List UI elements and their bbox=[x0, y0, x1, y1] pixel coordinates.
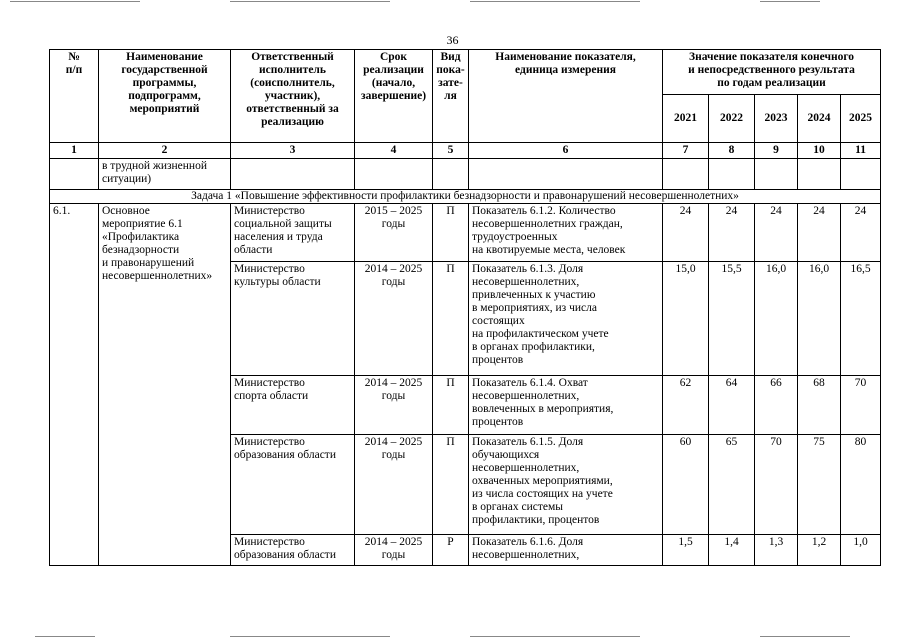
column-number: 4 bbox=[355, 143, 433, 159]
table-cell bbox=[231, 159, 355, 190]
row-executor: Министерство образования области bbox=[231, 435, 355, 535]
header-type: Вид пока- зате- ля bbox=[433, 50, 469, 143]
task-row bbox=[50, 190, 881, 204]
row-indicator: Показатель 6.1.3. Доля несовершеннолетних, привлеченных к участию в мероприятиях, из числа состоящих на профилактическом учете в органах профилактики, процентов bbox=[469, 262, 663, 376]
header-executor: Ответственный исполнитель (соисполнитель, участник), ответственный за реализацию bbox=[231, 50, 355, 143]
table-cell bbox=[433, 159, 469, 190]
row-value: 16,5 bbox=[841, 262, 881, 376]
header-row bbox=[50, 50, 881, 95]
activity-name: Основное мероприятие 6.1 «Профилактика безнадзорности и правонарушений несовершеннолетних» bbox=[99, 204, 231, 566]
row-value: 24 bbox=[709, 204, 755, 262]
header-indicator: Наименование показателя, единица измерения bbox=[469, 50, 663, 143]
table-cell bbox=[50, 159, 99, 190]
row-period: 2014 – 2025 годы bbox=[355, 535, 433, 566]
row-value: 24 bbox=[841, 204, 881, 262]
row-period: 2014 – 2025 годы bbox=[355, 435, 433, 535]
table-cell bbox=[841, 159, 881, 190]
row-value: 24 bbox=[798, 204, 841, 262]
column-number: 1 bbox=[50, 143, 99, 159]
row-period: 2014 – 2025 годы bbox=[355, 262, 433, 376]
row-period: 2014 – 2025 годы bbox=[355, 376, 433, 435]
continuation-row bbox=[50, 159, 881, 190]
column-number: 11 bbox=[841, 143, 881, 159]
table-cell bbox=[469, 159, 663, 190]
row-value: 1,3 bbox=[755, 535, 798, 566]
scan-line-top bbox=[760, 1, 820, 2]
column-number: 2 bbox=[99, 143, 231, 159]
row-value: 1,2 bbox=[798, 535, 841, 566]
row-value: 64 bbox=[709, 376, 755, 435]
row-value: 80 bbox=[841, 435, 881, 535]
header-year: 2021 bbox=[663, 95, 709, 143]
header-year: 2025 bbox=[841, 95, 881, 143]
column-number: 8 bbox=[709, 143, 755, 159]
row-indicator: Показатель 6.1.4. Охват несовершеннолетних, вовлеченных в мероприятия, процентов bbox=[469, 376, 663, 435]
header-year: 2022 bbox=[709, 95, 755, 143]
row-type: П bbox=[433, 435, 469, 535]
header-year: 2023 bbox=[755, 95, 798, 143]
table-cell bbox=[755, 159, 798, 190]
column-number: 10 bbox=[798, 143, 841, 159]
page-number: 36 bbox=[446, 33, 459, 47]
row-executor: Министерство социальной защиты населения и труда области bbox=[231, 204, 355, 262]
scan-line-bottom bbox=[470, 636, 640, 637]
row-value: 1,5 bbox=[663, 535, 709, 566]
header-name: Наименование государственной программы, подпрограмм, мероприятий bbox=[99, 50, 231, 143]
scan-line-bottom bbox=[35, 636, 95, 637]
row-value: 70 bbox=[755, 435, 798, 535]
row-value: 15,0 bbox=[663, 262, 709, 376]
row-value: 66 bbox=[755, 376, 798, 435]
row-value: 68 bbox=[798, 376, 841, 435]
column-numbers-row bbox=[50, 143, 881, 159]
row-executor: Министерство образования области bbox=[231, 535, 355, 566]
row-executor: Министерство спорта области bbox=[231, 376, 355, 435]
table-cell bbox=[355, 159, 433, 190]
column-number: 5 bbox=[433, 143, 469, 159]
table-cell bbox=[709, 159, 755, 190]
scan-line-top bbox=[230, 1, 390, 2]
row-value: 24 bbox=[663, 204, 709, 262]
row-value: 1,4 bbox=[709, 535, 755, 566]
row-type: П bbox=[433, 262, 469, 376]
row-type: Р bbox=[433, 535, 469, 566]
row-executor: Министерство культуры области bbox=[231, 262, 355, 376]
column-number: 9 bbox=[755, 143, 798, 159]
table-cell bbox=[798, 159, 841, 190]
column-number: 3 bbox=[231, 143, 355, 159]
row-value: 65 bbox=[709, 435, 755, 535]
table-cell bbox=[663, 159, 709, 190]
header-period: Срок реализации (начало, завершение) bbox=[355, 50, 433, 143]
row-value: 16,0 bbox=[755, 262, 798, 376]
row-value: 62 bbox=[663, 376, 709, 435]
task-title: Задача 1 «Повышение эффективности профилактики безнадзорности и правонарушений несовершеннолетних» bbox=[50, 190, 881, 204]
row-indicator: Показатель 6.1.5. Доля обучающихся несовершеннолетних, охваченных мероприятиями, из числа состоящих на учете в органах системы профилактики, процентов bbox=[469, 435, 663, 535]
row-type: П bbox=[433, 376, 469, 435]
continuation-text: в трудной жизненной ситуации) bbox=[99, 159, 231, 190]
header-num: № п/п bbox=[50, 50, 99, 143]
column-number: 7 bbox=[663, 143, 709, 159]
activity-number: 6.1. bbox=[50, 204, 99, 566]
row-period: 2015 – 2025 годы bbox=[355, 204, 433, 262]
row-value: 15,5 bbox=[709, 262, 755, 376]
row-indicator: Показатель 6.1.6. Доля несовершеннолетних, bbox=[469, 535, 663, 566]
row-value: 60 bbox=[663, 435, 709, 535]
row-value: 16,0 bbox=[798, 262, 841, 376]
row-type: П bbox=[433, 204, 469, 262]
row-indicator: Показатель 6.1.2. Количество несовершеннолетних граждан, трудоустроенных на квотируемые места, человек bbox=[469, 204, 663, 262]
scan-line-bottom bbox=[760, 636, 850, 637]
column-number: 6 bbox=[469, 143, 663, 159]
indicators-table bbox=[49, 49, 881, 566]
table-row bbox=[50, 204, 881, 262]
header-value-group: Значение показателя конечного и непосредственного результата по годам реализации bbox=[663, 50, 881, 95]
row-value: 24 bbox=[755, 204, 798, 262]
row-value: 1,0 bbox=[841, 535, 881, 566]
row-value: 70 bbox=[841, 376, 881, 435]
scan-line-top bbox=[470, 1, 640, 2]
row-value: 75 bbox=[798, 435, 841, 535]
header-year: 2024 bbox=[798, 95, 841, 143]
scan-line-bottom bbox=[230, 636, 390, 637]
scan-line-top bbox=[10, 1, 140, 2]
